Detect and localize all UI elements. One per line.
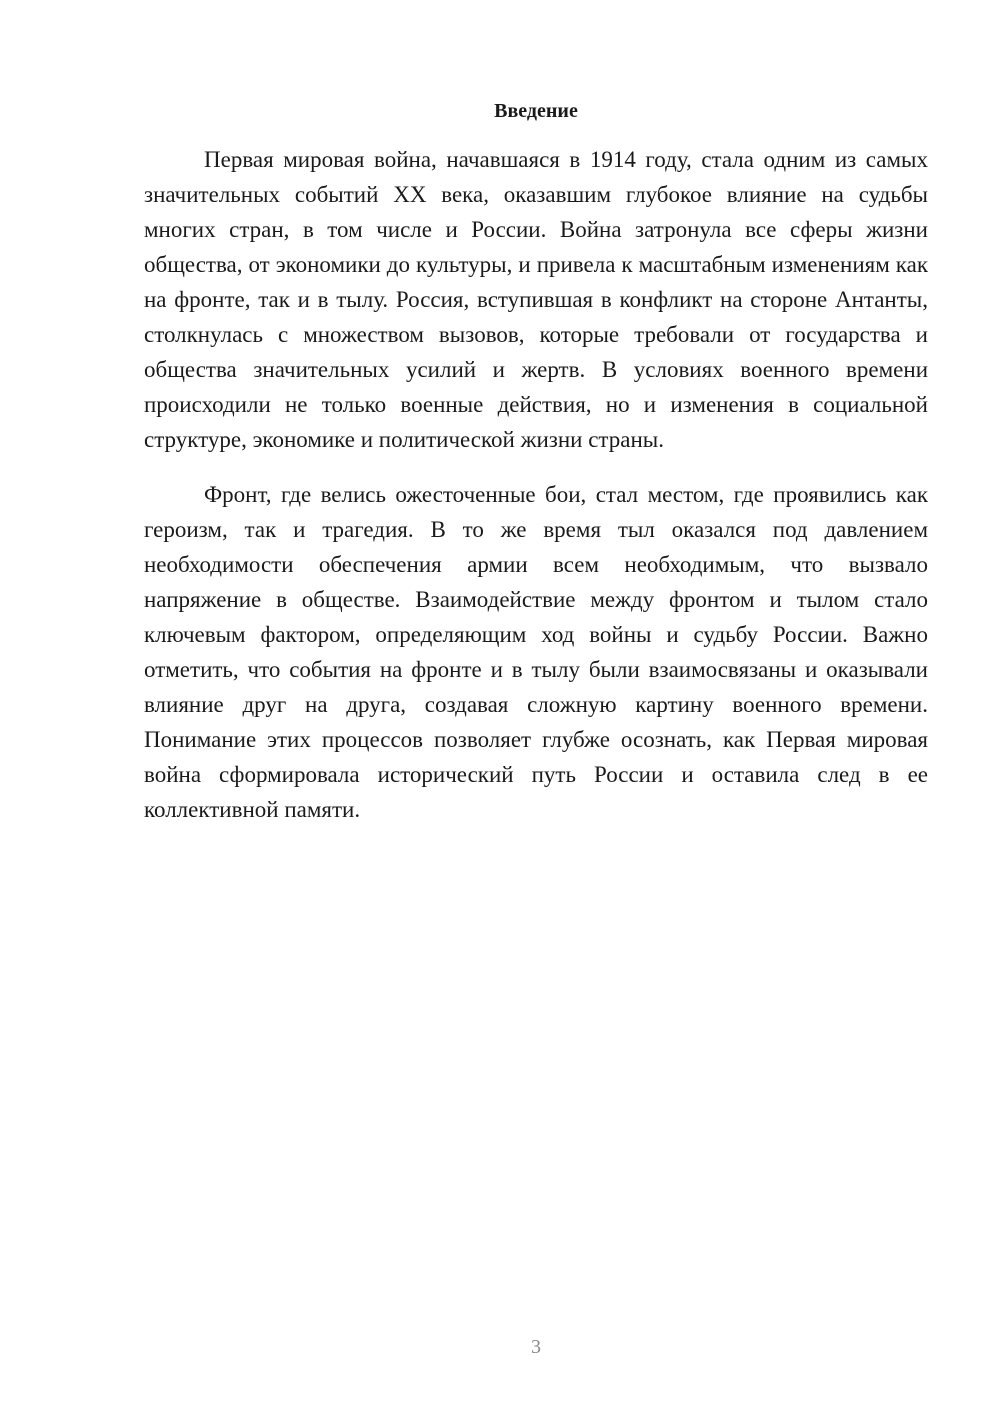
paragraph: Первая мировая война, начавшаяся в 1914 году, стала одним из самых значительных событий XX века, оказавшим глубокое влияние на судьбы многих стран, в том числе и России. Война затронула все сферы жизни общества, от экономики до культуры, и привела к масштабным изменениям как на фронте, так и в тылу. Россия, вступившая в конфликт на стороне Антанты, столкнулась с множеством вызовов, которые требовали от государства и общества значительных усилий и жертв. В условиях военного времени происходили не только военные действия, но и изменения в социальной структуре, экономике и политической жизни страны. bbox=[144, 147, 928, 452]
document-body bbox=[144, 142, 928, 827]
page-number: 3 bbox=[531, 1336, 541, 1358]
section-title: Введение bbox=[494, 100, 578, 122]
paragraph: Фронт, где велись ожесточенные бои, стал местом, где проявились как героизм, так и трагедия. В то же время тыл оказался под давлением необходимости обеспечения армии всем необходимым, что вызвало напряжение в обществе. Взаимодействие между фронтом и тылом стало ключевым фактором, определяющим ход войны и судьбу России. Важно отметить, что события на фронте и в тылу были взаимосвязаны и оказывали влияние друг на друга, создавая сложную картину военного времени. Понимание этих процессов позволяет глубже осознать, как Первая мировая война сформировала исторический путь России и оставила след в ее коллективной памяти. bbox=[144, 482, 928, 822]
